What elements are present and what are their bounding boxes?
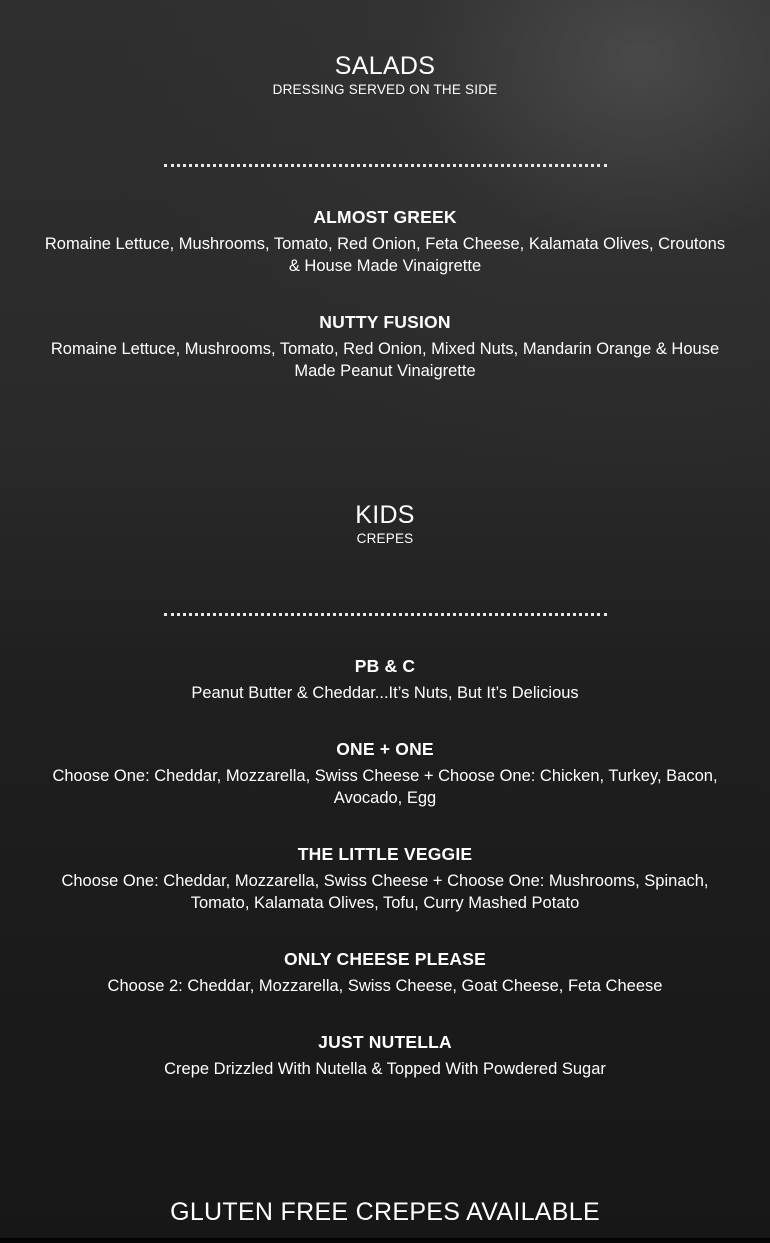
item-name: NUTTY FUSION <box>319 312 451 332</box>
item-name: JUST NUTELLA <box>318 1032 452 1052</box>
kids-dotted-divider <box>164 613 607 616</box>
item-name: ONLY CHEESE PLEASE <box>284 949 486 969</box>
item-description: Romaine Lettuce, Mushrooms, Tomato, Red Onion, Feta Cheese, Kalamata Olives, Croutons & House Made Vinaigrette <box>44 235 726 275</box>
menu-item-pb-and-c <box>40 656 730 704</box>
item-name: THE LITTLE VEGGIE <box>297 844 473 864</box>
kids-section-header <box>0 501 770 547</box>
gluten-free-note: GLUTEN FREE CREPES AVAILABLE <box>170 1198 600 1226</box>
bottom-bar <box>0 1238 770 1243</box>
item-name: ONE + ONE <box>336 739 434 759</box>
menu-item-only-cheese-please <box>40 949 730 997</box>
salads-title: SALADS <box>334 52 436 80</box>
salads-subtitle: DRESSING SERVED ON THE SIDE <box>272 82 498 97</box>
item-description: Choose 2: Cheddar, Mozzarella, Swiss Cheese, Goat Cheese, Feta Cheese <box>107 977 663 995</box>
kids-subtitle: CREPES <box>356 531 414 546</box>
salads-section-header <box>0 52 770 98</box>
salads-dotted-divider <box>164 164 607 167</box>
item-description: Romaine Lettuce, Mushrooms, Tomato, Red Onion, Mixed Nuts, Mandarin Orange & House Made Peanut Vinaigrette <box>50 340 720 380</box>
item-name: ALMOST GREEK <box>313 207 457 227</box>
item-description: Peanut Butter & Cheddar...It’s Nuts, But It’s Delicious <box>191 684 579 702</box>
item-description: Choose One: Cheddar, Mozzarella, Swiss Cheese + Choose One: Chicken, Turkey, Bacon, Avocado, Egg <box>52 767 718 807</box>
menu-item-little-veggie <box>40 844 730 914</box>
item-description: Crepe Drizzled With Nutella & Topped With Powdered Sugar <box>164 1060 606 1078</box>
menu-item-almost-greek <box>40 207 730 277</box>
menu-item-nutty-fusion <box>40 312 730 382</box>
item-name: PB & C <box>354 656 416 676</box>
kids-title: KIDS <box>355 501 415 529</box>
menu-item-one-plus-one <box>40 739 730 809</box>
menu-item-just-nutella <box>40 1032 730 1080</box>
item-description: Choose One: Cheddar, Mozzarella, Swiss Cheese + Choose One: Mushrooms, Spinach, Tomato, Kalamata Olives, Tofu, Curry Mashed Potato <box>61 872 709 912</box>
